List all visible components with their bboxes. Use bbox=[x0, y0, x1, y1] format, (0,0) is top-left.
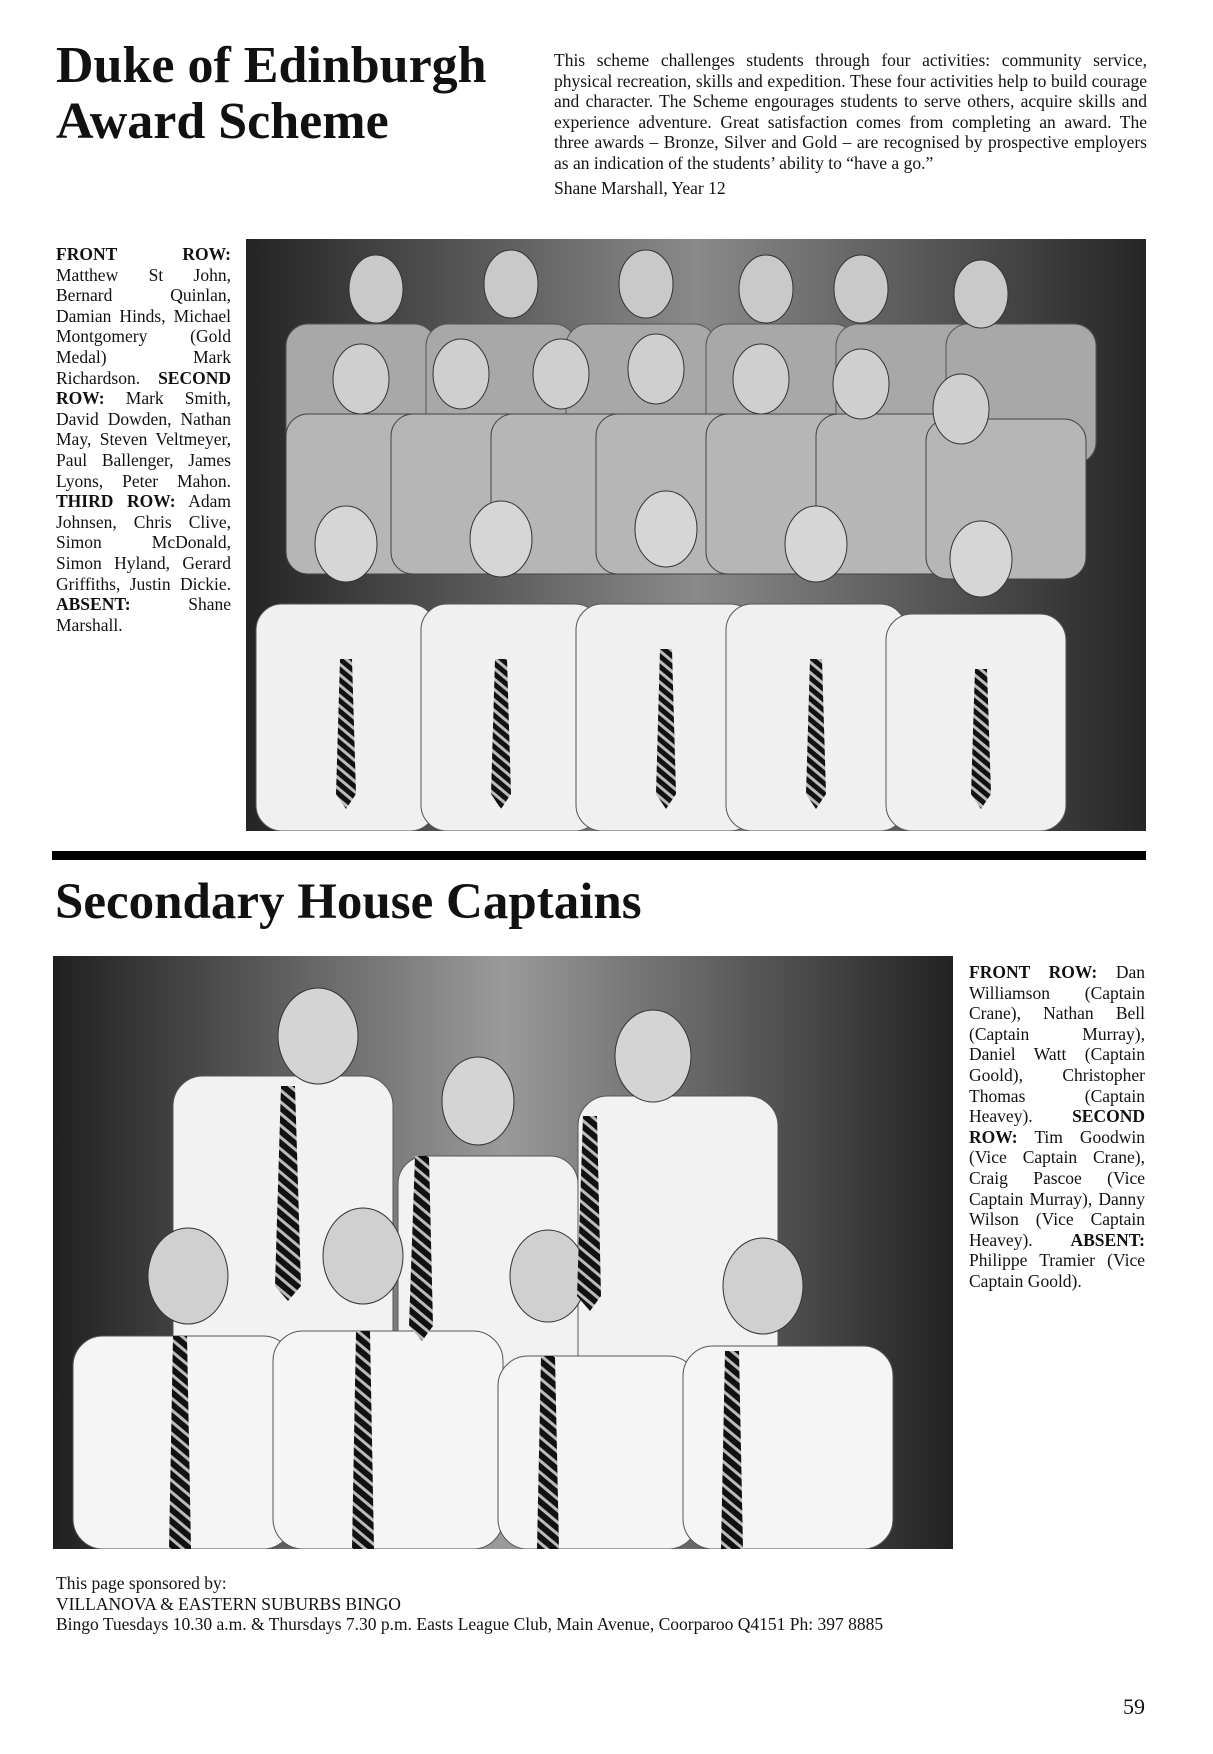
caption-absent-names: Shane Marshall. bbox=[56, 594, 231, 635]
dofe-intro-text: This scheme challenges students through four activities: community service, physical recreation, skills and expedition. These four activities help to build courage and character. The Scheme engourages students to serve others, acquire skills and experience adventure. Great satisfaction comes from completing an award. The three awards – Bronze, Silver and Gold – are recognised by prospective employers as an indication of the students’ ability to “have a go.” bbox=[554, 50, 1147, 173]
dofe-group-photo bbox=[246, 239, 1146, 831]
captains-group-photo-illustration bbox=[53, 956, 953, 1549]
caption-third-names: Adam Johnsen, Chris Clive, Simon McDonald, Simon Hyland, Gerard Griffiths, Justin Dickie. bbox=[56, 491, 231, 594]
captains-title: Secondary House Captains bbox=[55, 874, 642, 930]
caption-third-label: THIRD ROW: bbox=[56, 491, 176, 512]
caption-second-label: SECOND ROW: bbox=[56, 367, 231, 409]
caption-front-label: FRONT ROW: bbox=[969, 962, 1098, 982]
dofe-intro-author: Shane Marshall, Year 12 bbox=[554, 177, 726, 198]
captains-group-photo bbox=[53, 956, 953, 1549]
caption-absent-label: ABSENT: bbox=[1070, 1229, 1145, 1250]
caption-front-label: FRONT ROW: bbox=[56, 244, 231, 264]
dofe-title-line1: Duke of Edinburgh bbox=[56, 37, 487, 94]
page-number: 59 bbox=[1123, 1694, 1145, 1719]
caption-front-names: Matthew St John, Bernard Quinlan, Damian Hinds, Michael Montgomery (Gold Medal) Mark Richardson. bbox=[56, 264, 231, 388]
caption-second-label: SECOND ROW: bbox=[969, 1106, 1145, 1147]
caption-absent-label: ABSENT: bbox=[56, 594, 131, 615]
caption-front-names: Dan Williamson (Captain Crane), Nathan Bell (Captain Murray), Daniel Watt (Captain Goold), Christopher Thomas (Captain Heavey). bbox=[969, 962, 1146, 1127]
sponsor-notice bbox=[56, 1573, 1056, 1635]
sponsor-name: VILLANOVA & EASTERN SUBURBS BINGO bbox=[56, 1593, 401, 1614]
dofe-group-photo-illustration bbox=[246, 239, 1146, 831]
caption-absent-names: Philippe Tramier (Vice Captain Goold). bbox=[969, 1250, 1145, 1291]
dofe-title-line2: Award Scheme bbox=[56, 93, 389, 150]
captains-photo-caption bbox=[969, 962, 1145, 1292]
dofe-intro bbox=[554, 50, 1147, 198]
sponsor-intro: This page sponsored by: bbox=[56, 1573, 227, 1593]
dofe-title bbox=[56, 38, 526, 150]
sponsor-details: Bingo Tuesdays 10.30 a.m. & Thursdays 7.30 p.m. Easts League Club, Main Avenue, Coorparoo Q4151 Ph: 397 8885 bbox=[56, 1614, 884, 1634]
caption-second-names: Tim Goodwin (Vice Captain Crane), Craig Pascoe (Vice Captain Murray), Danny Wilson (Vice Captain Heavey). bbox=[969, 1126, 1145, 1250]
caption-second-names: Mark Smith, David Dowden, Nathan May, Steven Veltmeyer, Paul Ballenger, James Lyons, Peter Mahon. bbox=[56, 388, 231, 491]
section-divider bbox=[52, 851, 1146, 860]
dofe-photo-caption bbox=[56, 244, 231, 635]
